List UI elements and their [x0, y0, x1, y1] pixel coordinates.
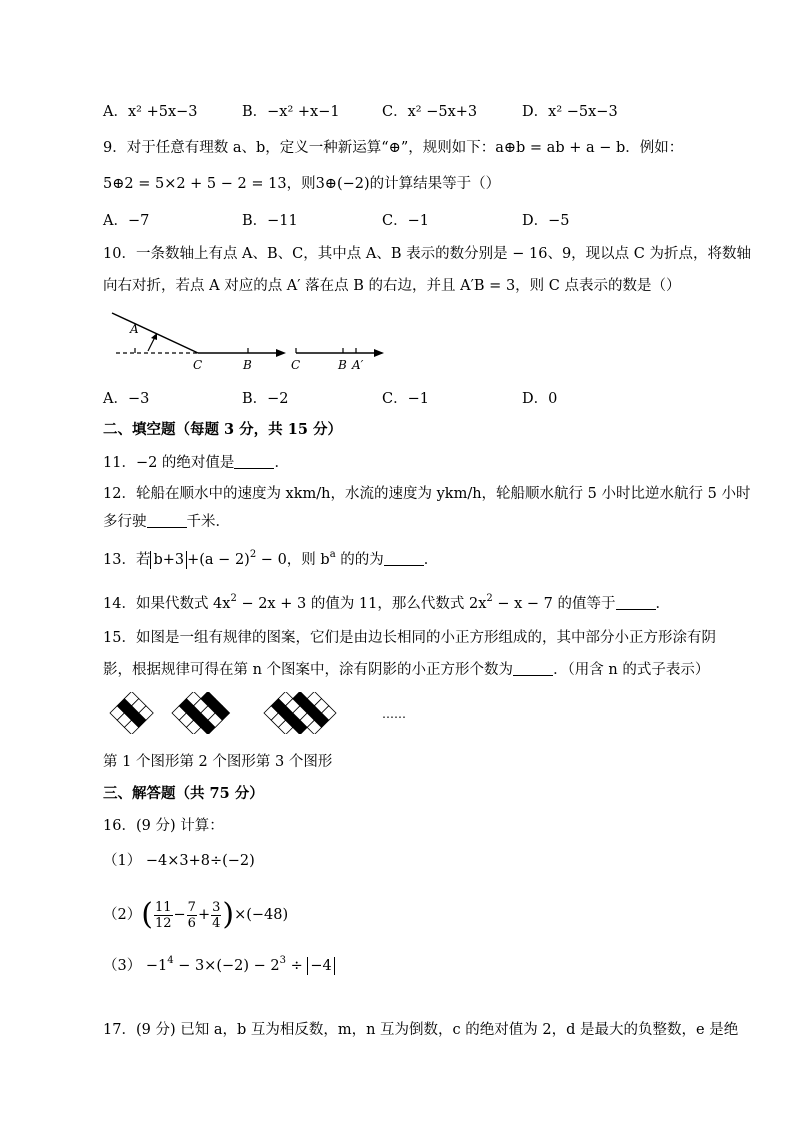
q13: 13．若 $b+3 +(a - 2)^2 - 0$，则 $b^a$ 的的为 ．	[103, 549, 439, 568]
frac-3-4: $\frac{3}{4}$	[212, 899, 221, 931]
q8-option-c: C．x² −5x+3	[382, 104, 478, 120]
q9-line2: 5⊕2 = 5×2 + 5 − 2 = 13，则3⊕(−2)的计算结果等于（）	[103, 176, 501, 192]
q8-option-a: A．x² +5x−3	[103, 104, 198, 120]
q12-blank	[147, 513, 187, 528]
q14-blank	[616, 595, 656, 610]
fold-arrow	[148, 337, 155, 351]
label-a: A	[130, 322, 139, 336]
q15-line1: 15．如图是一组有规律的图案，它们是由边长相同的小正方形组成的，其中部分小正方形涂有阴	[103, 630, 716, 646]
pattern-2	[172, 692, 230, 734]
q8-option-d: D．x² −5x−3	[522, 104, 618, 120]
q12-line2: 多行驶 千米．	[103, 514, 230, 530]
q10-option-a: A．−3	[103, 391, 150, 407]
q15-caption: 第 1 个图形第 2 个图形第 3 个图形	[103, 754, 333, 770]
section3-title: 三、解答题（共 75 分）	[103, 785, 264, 802]
q9-option-a: A．−7	[103, 213, 150, 229]
folded-segment	[112, 313, 198, 353]
q15-line2: 影，根据规律可得在第 n 个图案中，涂有阴影的小正方形个数为 ．（用含 n 的式子表示）	[103, 662, 710, 678]
label-c2: C	[291, 358, 301, 372]
section2-title: 二、填空题（每题 3 分，共 15 分）	[103, 421, 342, 438]
q13-blank	[384, 551, 424, 566]
q17-line1: 17．(9 分) 已知 a，b 互为相反数，m，n 互为倒数，c 的绝对值为 2，d 是最大的负整数，e 是绝	[103, 1022, 739, 1038]
q16-part3: $(3) -1^4 - 3\times(-2) - 2^3 \div -4$	[103, 956, 335, 976]
pattern-3	[264, 692, 336, 734]
q15-blank	[513, 661, 553, 676]
q9-option-c: C．−1	[382, 213, 429, 229]
q16-title: 16．(9 分) 计算：	[103, 818, 224, 834]
q9-option-d: D．−5	[522, 213, 570, 229]
q15-pattern-figure	[104, 692, 414, 734]
frac-11-12: $\frac{11}{12}$	[154, 899, 172, 931]
q11: 11．−2 的绝对值是 ．	[103, 455, 289, 471]
axis-2-arrow	[374, 349, 384, 357]
q15-ellipsis: ……	[382, 707, 406, 721]
q12-line1: 12．轮船在顺水中的速度为 xkm/h，水流的速度为 ykm/h，轮船顺水航行 5 小时比逆水航行 5 小时	[103, 486, 751, 502]
label-c1: C	[193, 358, 203, 372]
q10-option-b: B．−2	[242, 391, 289, 407]
q16-part1: （1） −4×3+8÷(−2)	[103, 853, 255, 869]
q13-abs: b+3	[150, 551, 187, 569]
q10-option-d: D．0	[522, 391, 558, 407]
label-b1: B	[243, 358, 252, 372]
q16-part2: （2）( $\frac{11}{12}$ − $\frac{7}{6}$ + $\frac{3}{4}$ )×(−48)	[103, 897, 289, 932]
q10-line1: 10．一条数轴上有点 A、B、C，其中点 A、B 表示的数分别是 − 16、9，现以点 C 为折点，将数轴	[103, 246, 751, 262]
q8-option-b: B．−x² +x−1	[242, 104, 340, 120]
q14: 14．如果代数式 $4x^2 - 2x + 3$ 的值为 11，那么代数式 $2x^2 - x - 7$ 的值等于 ．	[103, 593, 671, 612]
fold-arrow-head	[151, 333, 157, 340]
pattern-1	[110, 692, 153, 734]
q16-abs: −4	[307, 957, 334, 975]
q11-blank	[234, 454, 274, 469]
q9-line1: 9．对于任意有理数 a、b，定义一种新运算“⊕”，规则如下：a⊕b = ab + a − b．例如：	[103, 140, 684, 156]
q9-option-b: B．−11	[242, 213, 298, 229]
q10-option-c: C．−1	[382, 391, 429, 407]
q10-number-line-figure	[110, 305, 400, 380]
label-b2: B	[338, 358, 347, 372]
label-a-prime: A′	[352, 358, 364, 372]
axis-1-arrow	[276, 349, 286, 357]
frac-7-6: $\frac{7}{6}$	[187, 899, 196, 931]
q10-line2: 向右对折，若点 A 对应的点 A′ 落在点 B 的右边，并且 A′B = 3，则 C 点表示的数是（）	[103, 278, 681, 294]
